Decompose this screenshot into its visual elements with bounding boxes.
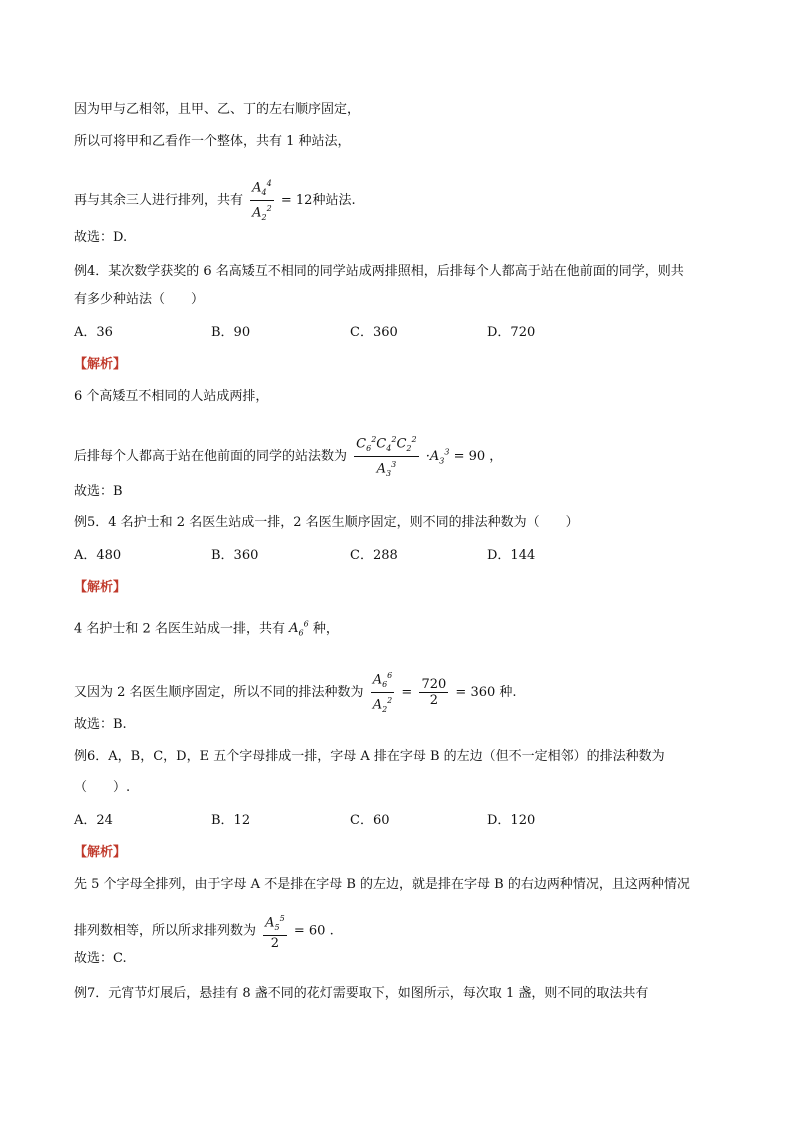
- text-segment: = 60 .: [293, 923, 334, 939]
- text-segment: 种，: [312, 621, 339, 637]
- text-line: 故选：C.: [74, 951, 127, 966]
- formula-fraction: $\frac{A_4^4}{A_2^2}$: [250, 176, 274, 225]
- option-a: A．36: [74, 325, 113, 340]
- text-line: 故选：B: [74, 484, 123, 499]
- text-segment: 4 名护士和 2 名医生站成一排，共有: [74, 621, 285, 637]
- formula-term: $A_6^6$: [289, 620, 309, 638]
- formula-fraction: $\frac{A_6^6}{A_2^2}$: [371, 668, 395, 717]
- analysis-tag: 【解析】: [74, 580, 127, 595]
- text-line: [74, 911, 334, 951]
- question-text: 例5．4 名护士和 2 名医生站成一排，2 名医生顺序固定，则不同的排法种数为（ ）: [74, 515, 579, 530]
- text-line: 6 个高矮互不相同的人站成两排，: [74, 389, 269, 404]
- text-segment: = 90 ，: [453, 448, 503, 464]
- text-segment: 排列数相等，所以所求排列数为: [74, 923, 257, 939]
- option-b: B．12: [211, 813, 251, 828]
- option-d: D．144: [487, 548, 536, 563]
- text-segment: = 360 种.: [455, 684, 517, 700]
- option-d: D．120: [487, 813, 536, 828]
- option-d: D．720: [487, 325, 536, 340]
- formula-fraction: $\frac{720}{2}$: [421, 676, 447, 708]
- text-line: [74, 432, 502, 481]
- question-text: 有多少种站法（ ）: [74, 292, 205, 307]
- question-text: 例7．元宵节灯展后，悬挂有 8 盏不同的花灯需要取下，如图所示，每次取 1 盏，则不同的取法共有: [74, 986, 649, 1001]
- option-a: A．480: [74, 548, 122, 563]
- text-line: 故选：D.: [74, 230, 128, 245]
- text-line: 又因为 2 名医生顺序固定，所以不同的排法种数为 $\frac{A_6^6}{A_2^2}$ = $\frac{720}{2}$ = 360 种.: [74, 668, 517, 717]
- formula-term: $\cdot A_3^3$: [425, 447, 450, 466]
- text-line: 因为甲与乙相邻，且甲、乙、丁的左右顺序固定，: [74, 102, 361, 117]
- text-segment: 又因为 2 名医生顺序固定，所以不同的排法种数为: [74, 684, 364, 700]
- option-c: C．60: [350, 813, 390, 828]
- analysis-tag: 【解析】: [74, 357, 127, 372]
- text-segment: = 12种站法.: [280, 192, 356, 208]
- analysis-tag: 【解析】: [74, 845, 127, 860]
- option-a: A．24: [74, 813, 113, 828]
- option-b: B．360: [211, 548, 259, 563]
- question-text: 例6．A，B，C，D，E 五个字母排成一排，字母 A 排在字母 B 的左边（但不一定相邻）的排法种数为: [74, 749, 665, 764]
- text-segment: 再与其余三人进行排列，共有: [74, 192, 244, 208]
- option-c: C．360: [350, 325, 398, 340]
- option-b: B．90: [211, 325, 251, 340]
- text-line: 先 5 个字母全排列，由于字母 A 不是排在字母 B 的左边，就是排在字母 B 的右边两种情况，且这两种情况: [74, 877, 690, 892]
- text-line: 所以可将甲和乙看作一个整体，共有 1 种站法，: [74, 134, 351, 149]
- text-segment: 后排每个人都高于站在他前面的同学的站法数为: [74, 448, 348, 464]
- text-line: [74, 616, 339, 643]
- question-text: 例4．某次数学获奖的 6 名高矮互不相同的同学站成两排照相，后排每个人都高于站在他前面的同学，则共: [74, 264, 684, 279]
- formula-fraction: $\frac{C_6^2C_4^2C_2^2}{A_3^3}$: [354, 432, 418, 481]
- text-line: 故选：B.: [74, 717, 127, 732]
- formula-fraction: $\frac{A_5^5}{2}$: [263, 911, 287, 951]
- text-line: [74, 176, 356, 225]
- question-text: （ ）.: [74, 780, 131, 795]
- option-c: C．288: [350, 548, 398, 563]
